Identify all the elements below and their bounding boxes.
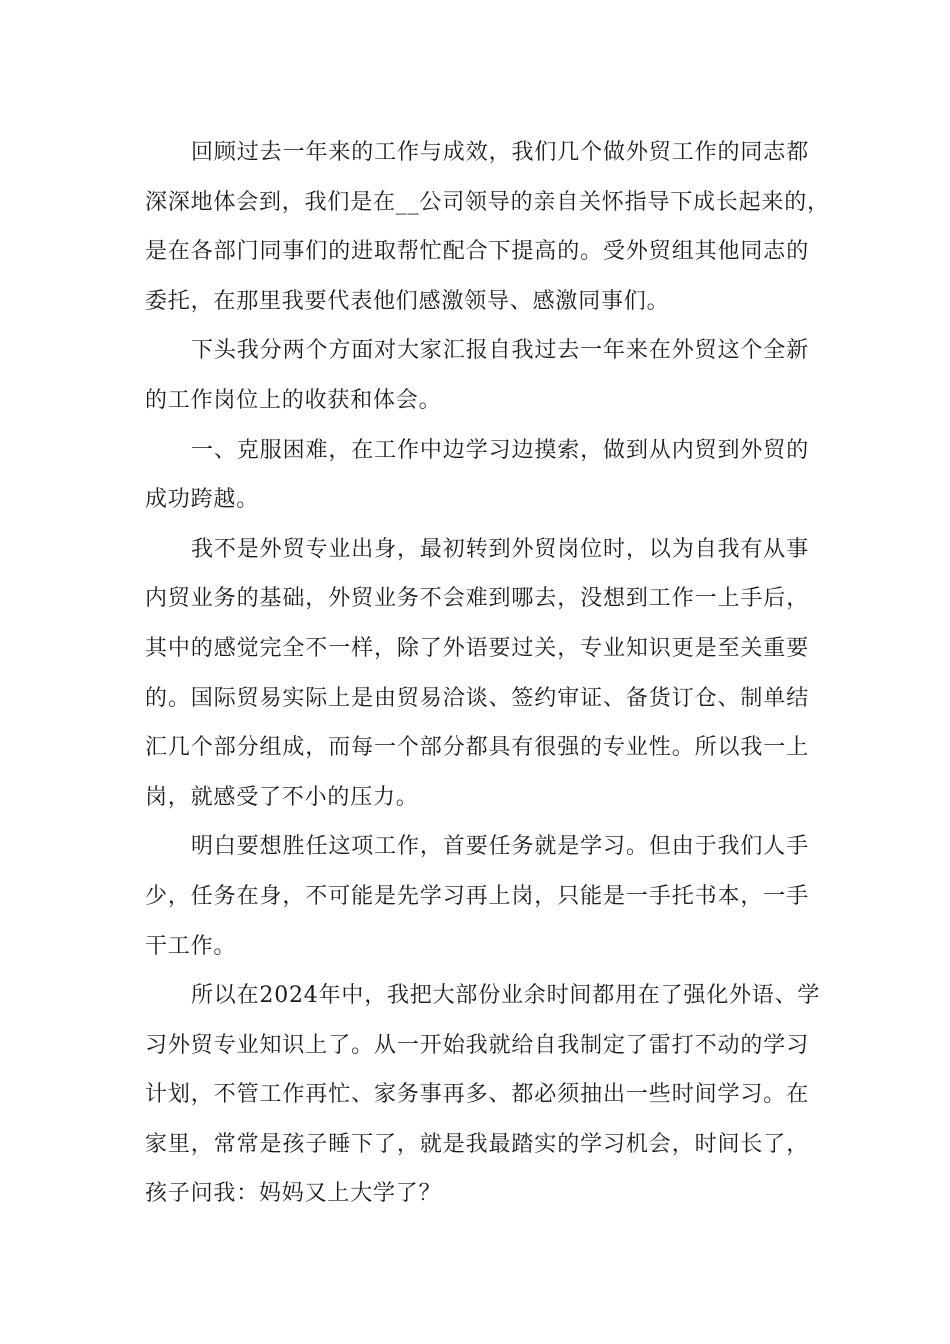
paragraph-1 [145,128,830,326]
paragraph-2 [145,326,809,425]
text-line: 是在各部门同事们的进取帮忙配合下提高的。受外贸组其他同志的 [145,239,809,265]
text-line: 成功跨越。 [145,487,260,513]
paragraph-5 [145,822,809,971]
text-line: 干工作。 [145,933,237,959]
text-line: 少，任务在身，不可能是先学习再上岗，只能是一手托书本，一手 [145,883,809,909]
text-line: 我不是外贸专业出身，最初转到外贸岗位时，以为自我有从事 [191,536,809,562]
paragraph-6 [145,971,821,1219]
text-line: 明白要想胜任这项工作，首要任务就是学习。但由于我们人手 [191,834,809,860]
text-line: 深深地体会到，我们是在__公司领导的亲自关怀指导下成长起来的， [145,189,830,215]
text-line: 汇几个部分组成，而每一个部分都具有很强的专业性。所以我一上 [145,735,809,761]
text-line: 孩子问我：妈妈又上大学了？ [145,1181,442,1207]
text-line: 的。国际贸易实际上是由贸易洽谈、签约审证、备货订仓、制单结 [145,685,809,711]
text-line: 委托，在那里我要代表他们感激领导、感激同事们。 [145,288,670,314]
text-line: 习外贸专业知识上了。从一开始我就给自我制定了雷打不动的学习 [145,1032,809,1058]
document-body [145,128,830,1219]
text-line: 一、克服困难，在工作中边学习边摸索，做到从内贸到外贸的 [191,437,809,463]
text-line: 计划，不管工作再忙、家务事再多、都必须抽出一些时间学习。在 [145,1082,809,1108]
text-line: 回顾过去一年来的工作与成效，我们几个做外贸工作的同志都 [191,140,809,165]
text-line: 家里，常常是孩子睡下了，就是我最踏实的学习机会，时间长了， [145,1131,809,1157]
text-line: 其中的感觉完全不一样，除了外语要过关，专业知识更是至关重要 [145,635,809,661]
text-line: 内贸业务的基础，外贸业务不会难到哪去，没想到工作一上手后， [145,586,809,612]
text-line: 岗，就感受了不小的压力。 [145,784,419,810]
text-line: 的工作岗位上的收获和体会。 [145,387,442,413]
text-line: 所以在2024年中，我把大部份业余时间都用在了强化外语、学 [191,983,821,1009]
paragraph-4 [145,525,809,823]
text-line: 下头我分两个方面对大家汇报自我过去一年来在外贸这个全新 [191,338,809,364]
paragraph-3-section-heading [145,426,809,525]
